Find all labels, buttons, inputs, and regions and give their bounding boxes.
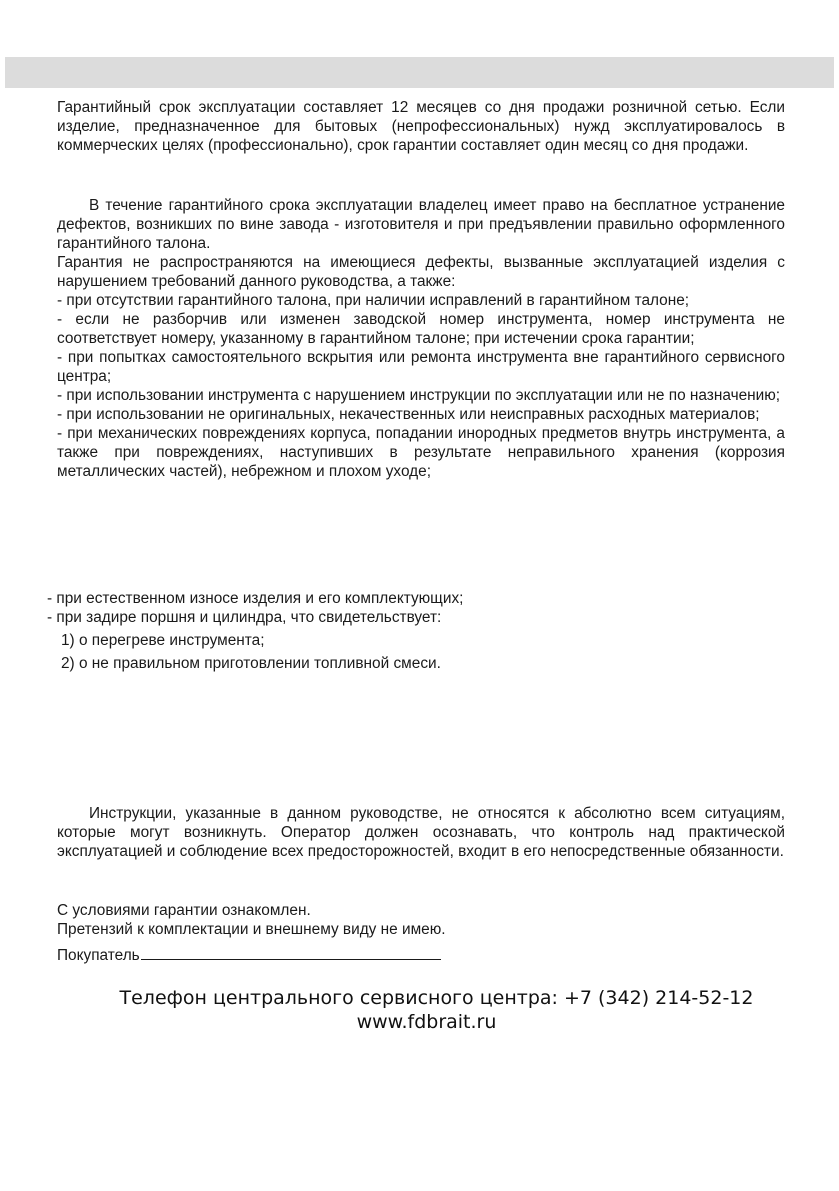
acknowledgement-line-2: Претензий к комплектации и внешнему виду не имею.	[57, 921, 446, 938]
condition-item: - при отсутствии гарантийного талона, при наличии исправлений в гарантийном талоне;	[57, 292, 690, 309]
website-link[interactable]: www.fdbrait.ru	[356, 1011, 497, 1033]
warranty-period-paragraph: Гарантийный срок эксплуатации составляет 12 месяцев со дня продажи розничной сетью. Если изделие, предназначенное для бытовых (непрофессиональных) нужд эксплуатировалось в коммерческих целях (профессионально), срок гарантии составляет один месяц со дня продажи.	[57, 99, 785, 154]
exclusions-intro: Гарантия не распространяются на имеющиеся дефекты, вызванные эксплуатацией изделия с нарушением требований данного руководства, а также:	[57, 254, 785, 290]
warranty-terms-section	[57, 196, 785, 481]
wear-condition-item: - при естественном износе изделия и его комплектующих;	[47, 590, 464, 607]
condition-item: - при попытках самостоятельного вскрытия или ремонта инструмента вне гарантийного сервисного центра;	[57, 349, 785, 385]
numbered-item-overheat: 1) о перегреве инструмента;	[61, 632, 265, 649]
condition-item: - при использовании инструмента с нарушением инструкции по эксплуатации или не по назначению;	[57, 387, 781, 404]
free-repair-paragraph: В течение гарантийного срока эксплуатации владелец имеет право на бесплатное устранение дефектов, возникших по вине завода - изготовителя и при предъявлении правильно оформленного гарантийного талона.	[57, 197, 785, 252]
instructions-section	[57, 804, 785, 861]
header-bar	[5, 57, 834, 88]
instructions-paragraph: Инструкции, указанные в данном руководстве, не относятся к абсолютно всем ситуациям, которые могут возникнуть. Оператор должен осознавать, что контроль над практической эксплуатацией и соблюдение всех предосторожностей, входит в его непосредственные обязанности.	[57, 805, 785, 860]
signature-line[interactable]	[141, 943, 441, 960]
acknowledgement-line-1: С условиями гарантии ознакомлен.	[57, 902, 311, 919]
acknowledgement-section	[57, 901, 785, 965]
warranty-period-section	[57, 98, 785, 155]
condition-item: - при механических повреждениях корпуса, попадании инородных предметов внутрь инструмента, а также при повреждениях, наступивших в результате неправильного хранения (коррозия металлических частей), небрежном и плохом уходе;	[57, 425, 785, 480]
condition-item: - при использовании не оригинальных, некачественных или неисправных расходных материалов;	[57, 406, 760, 423]
condition-item: - если не разборчив или изменен заводской номер инструмента, номер инструмента не соответствует номеру, указанному в гарантийном талоне; при истечении срока гарантии;	[57, 311, 785, 347]
buyer-signature-row	[57, 943, 785, 965]
piston-condition-item: - при задире поршня и цилиндра, что свидетельствует:	[47, 609, 442, 626]
numbered-item-fuel-mix: 2) о не правильном приготовлении топливной смеси.	[61, 655, 441, 672]
buyer-label: Покупатель	[57, 947, 140, 964]
service-phone: Телефон центрального сервисного центра: +7 (342) 214-52-12	[119, 987, 754, 1009]
